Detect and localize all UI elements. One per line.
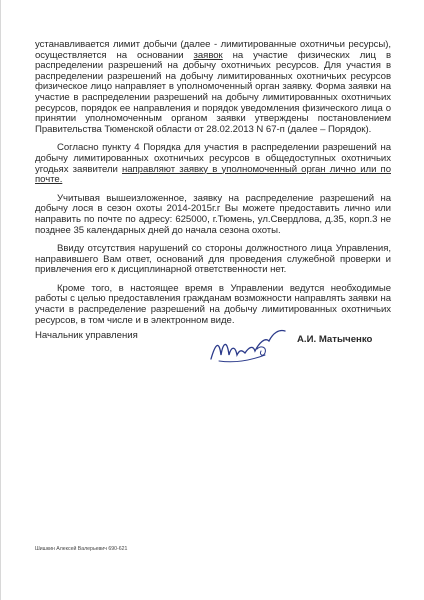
paragraph-3: Учитывая вышеизложенное, заявку на распределение разрешений на добычу лося в сезон охоты 2014-2015г.г Вы можете предоставить лично или направить по почте по адресу: 625000, г.Тюмень, ул.Свердлова, д.35, корп.3 не позднее 35 календарных дней до начала сезона охоты. <box>35 192 391 236</box>
signatory-name: А.И. Матыченко <box>297 334 373 345</box>
paragraph-2-underlined: направляют заявку в уполномоченный орган лично или по почте. <box>35 163 391 186</box>
executor-note: Шишкин Алексей Валерьевич 690-621 <box>35 546 128 552</box>
paragraph-1-underlined: заявок <box>193 49 223 61</box>
letter-body <box>35 40 391 334</box>
paragraph-1-text-end: на участие физических лиц в распределении разрешений на добычу охотничьих ресурсов. Для участия в распределении разрешений на добычу лимитированных охотничьих ресурсов физическое лицо направляет в уполномоченный орган заявку. Форма заявки на участие в распределении разрешений на добычу лимитированных охотничьих ресурсов, порядок ее направления и порядок уведомления физического лица о принятии уполномоченным органом заявки утверждены постановлением Правительства Тюменской области от 28.02.2013 N 67-п (далее – Порядок). <box>35 49 391 135</box>
signature-block <box>35 325 391 375</box>
paragraph-1 <box>35 40 391 135</box>
paragraph-1-text-start: устанавливается лимит добычи (далее - лимитированные охотничьи ресурсы), осуществляется на основании <box>35 39 391 61</box>
paragraph-2 <box>35 143 391 185</box>
handwritten-signature <box>205 325 291 371</box>
signatory-title: Начальник управления <box>35 330 138 341</box>
paragraph-2-text: Согласно пункту 4 Порядка для участия в распределении разрешений на добычу лимитированных охотничьих ресурсов в общедоступных охотничьих угодьях заявители <box>35 142 391 175</box>
paragraph-5: Кроме того, в настоящее время в Управлении ведутся необходимые работы с целью предоставления гражданам возможности направлять заявки на участи в распределение разрешений на добычу лимитированных охотничьих ресурсов, в том числе и в электронном виде. <box>35 282 391 326</box>
paragraph-4: Ввиду отсутствия нарушений со стороны должностного лица Управления, направившего Вам ответ, оснований для проведения служебной проверки и привлечения его к дисциплинарной ответственности нет. <box>35 243 391 276</box>
